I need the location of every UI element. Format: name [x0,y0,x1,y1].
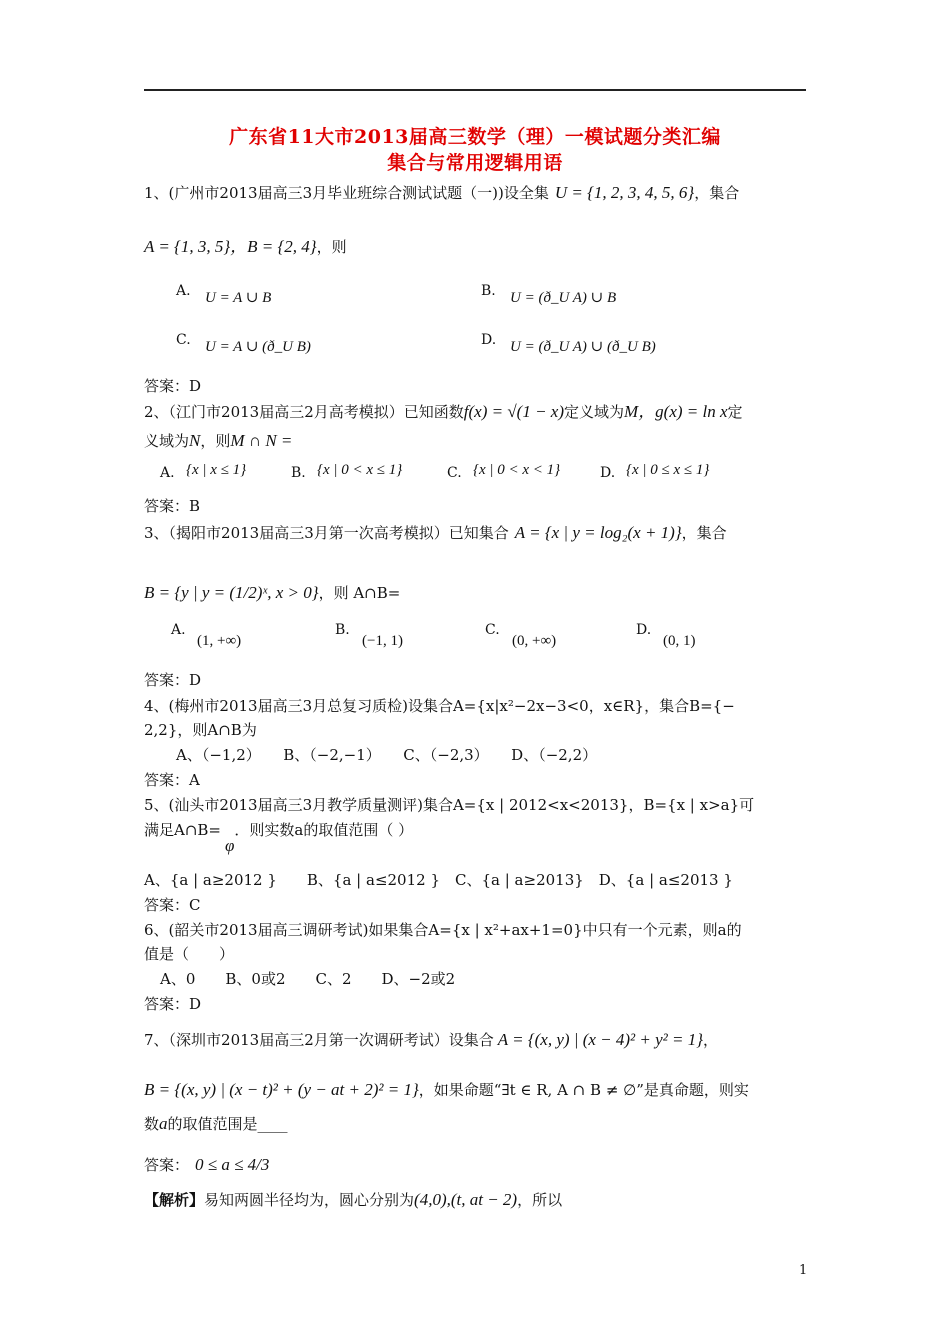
q2-option-c: {x | 0 < x < 1} [473,462,561,478]
q3-set-b: B = {y | y = (1/2)ˣ, x > 0} [144,583,319,602]
q2-stem [144,402,743,422]
q1-sets [144,237,347,257]
q1-option-a: U = A ∪ B [205,290,272,306]
q1-option-c-label: C. [176,332,191,348]
q2-answer: 答案：B [144,497,201,515]
q3-stem [144,523,727,543]
q2-option-d: {x | 0 ≤ x ≤ 1} [626,462,710,478]
q7-centers: (4,0),(t, at − 2) [414,1190,518,1209]
q2-stem-mid: 定义域为 [564,403,625,421]
q4-answer: 答案：A [144,771,200,789]
q5-options: A、{a | a≥2012 } B、{a | a≤2012 } C、{a | a≥2013} D、{a | a≤2013 } [144,871,733,889]
q7-var-a: a [159,1114,168,1133]
q7-stem-text: 7、（深圳市2013届高三2月第一次调研考试）设集合 [144,1031,494,1049]
q5-stem-2-tail: ．则实数a的取值范围（ ） [234,821,414,839]
q1-stem [144,183,739,203]
q3-option-d-label: D. [636,622,652,638]
q7-analysis-text: 易知两圆半径均为，圆心分别为 [204,1191,415,1209]
q7-proposition: ，如果命题“∃t ∈ R, A ∩ B ≠ ∅”是真命题，则实 [418,1081,749,1099]
q5-stem-2-text: 满足A∩B= [144,821,221,839]
q1-stem-tail: ，集合 [694,184,740,202]
q2-stem-2 [144,431,292,451]
q2-m: M [624,402,639,421]
doc-title: 广东省11大市2013届高三数学（理）一模试题分类汇编 [229,126,721,148]
q3-then: ，则 A∩B= [318,584,401,602]
q7-range-blank: 的取值范围是____ [167,1115,288,1133]
q7-analysis-label: 【解析】 [144,1191,205,1209]
q3-stem-text: 3、（揭阳市2013届高三3月第一次高考模拟）已知集合 [144,524,509,542]
q5-answer: 答案：C [144,896,201,914]
q5-stem: 5、(汕头市2013届高三3月教学质量测评)集合A={x | 2012<x<2013}，B={x | x>a}可 [144,796,755,814]
q1-sets-ab: A = {1, 3, 5}，B = {2, 4} [144,237,317,256]
q2-stem-end: 定 [727,403,743,421]
q1-option-d: U = (ð_U A) ∪ (ð_U B) [510,339,656,355]
q3-stem-tail: ，集合 [681,524,727,542]
q3-option-b: (−1, 1) [362,633,403,649]
q1-answer: 答案：D [144,377,202,395]
q3-option-a-label: A. [171,622,186,638]
q3-set-a: A = {x | y = log₂(x + 1)} [514,523,682,542]
q7-answer [144,1155,269,1175]
q4-stem: 4、(梅州市2013届高三3月总复习质检)设集合A={x|x²−2x−3<0，x∈R}，集合B={− [144,697,735,715]
q7-analysis-end: ，所以 [517,1191,563,1209]
q2-stem-text: 2、（江门市2013届高三2月高考模拟）已知函数 [144,403,464,421]
q5-stem-2 [144,820,414,855]
q1-then: ，则 [316,238,347,256]
q3-option-d: (0, 1) [663,633,696,649]
q2-n: N [189,431,201,450]
q6-answer: 答案：D [144,995,202,1013]
q7-shu: 数 [144,1115,160,1133]
q2-option-d-label: D. [600,465,616,481]
q2-option-b-label: B. [291,465,306,481]
q2-function-f: f(x) = √(1 − x) [463,402,564,421]
q7-answer-label: 答案： [144,1156,190,1174]
q3-option-c-label: C. [485,622,500,638]
q7-set-b: B = {(x, y) | (x − t)² + (y − at + 2)² = 1} [144,1080,419,1099]
q7-analysis [144,1190,562,1210]
q6-stem: 6、(韶关市2013届高三调研考试)如果集合A={x | x²+ax+1=0}中只有一个元素，则a的 [144,921,742,939]
q1-set-u: U = {1, 2, 3, 4, 5, 6} [554,183,695,202]
q1-option-b-label: B. [481,283,496,299]
q7-stem [144,1030,718,1050]
q7-answer-value: 0 ≤ a ≤ 4/3 [195,1155,270,1174]
q2-option-a: {x | x ≤ 1} [186,462,247,478]
q7-set-a: A = {(x, y) | (x − 4)² + y² = 1} [497,1030,704,1049]
doc-subtitle: 集合与常用逻辑用语 [387,152,563,174]
q3-option-a: (1, +∞) [197,633,242,649]
q3-option-c: (0, +∞) [512,633,557,649]
q4-options: A、（−1,2） B、（−2,−1） C、（−2,3） D、（−2,2） [176,746,598,764]
header-rule [144,89,806,91]
q3-set-b-line [144,583,400,603]
q7-comma: ， [703,1031,719,1049]
q3-answer: 答案：D [144,671,202,689]
q2-option-a-label: A. [160,465,175,481]
q1-option-b: U = (ð_U A) ∪ B [510,290,617,306]
q2-domain-text: 义域为 [144,432,190,450]
q3-option-b-label: B. [335,622,350,638]
q2-function-g: ，g(x) = ln x [638,402,728,421]
q6-stem-2: 值是（ ） [144,945,235,963]
q1-option-c: U = A ∪ (ð_U B) [205,339,311,355]
q7-set-b-line [144,1080,749,1100]
q5-phi: φ [225,836,235,855]
q2-then: ，则 [200,432,231,450]
q4-stem-2: 2,2}，则A∩B为 [144,721,257,739]
q6-options: A、0 B、0或2 C、2 D、−2或2 [160,970,456,988]
q1-option-a-label: A. [176,283,191,299]
q2-option-c-label: C. [447,465,462,481]
q1-option-d-label: D. [481,332,497,348]
q2-intersection: M ∩ N = [230,431,293,450]
q2-option-b: {x | 0 < x ≤ 1} [317,462,403,478]
q7-stem-3 [144,1114,288,1134]
page-number: 1 [799,1263,808,1278]
q1-stem-text: 1、(广州市2013届高三3月毕业班综合测试试题（一))设全集 [144,184,549,202]
